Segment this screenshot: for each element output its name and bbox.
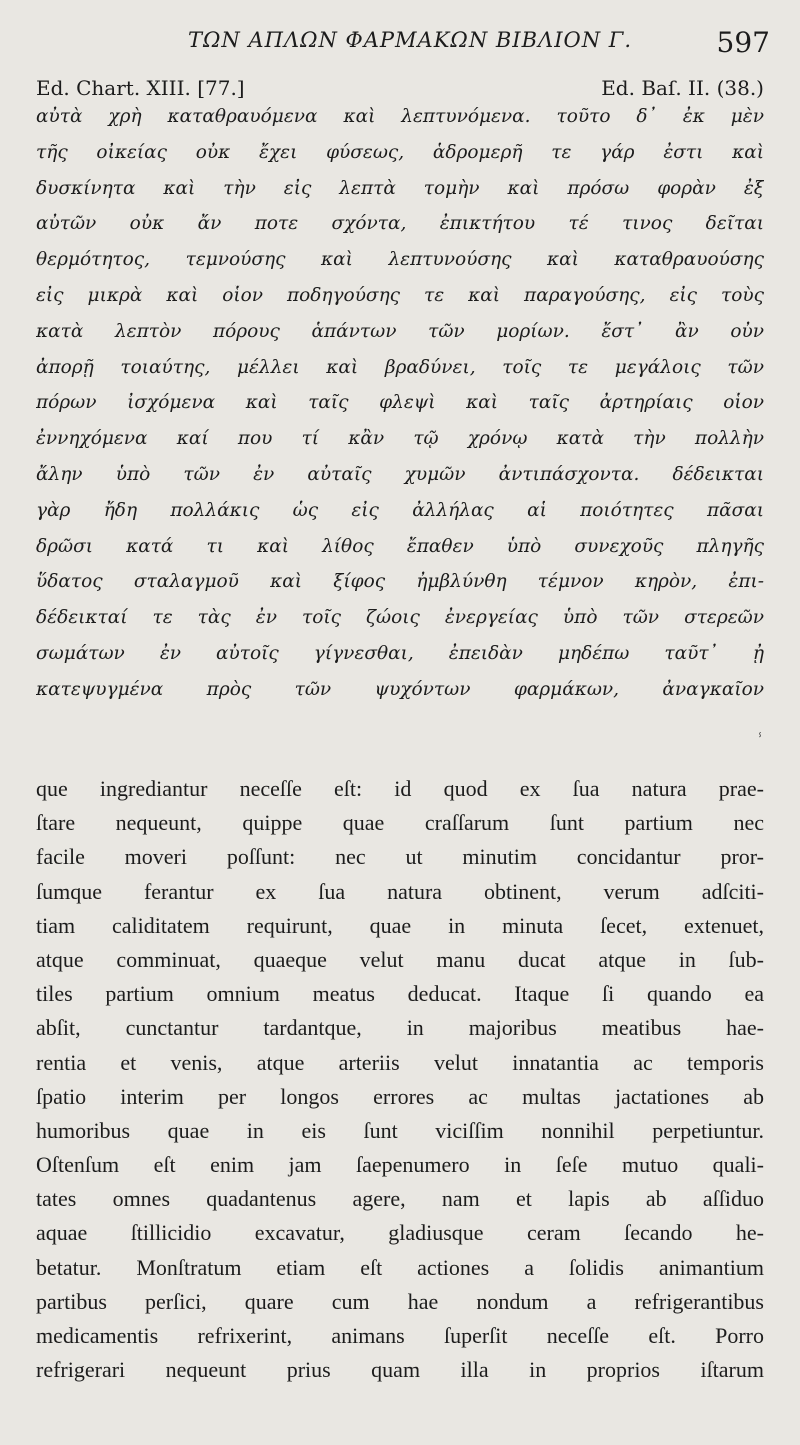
greek-line: ἐννηχόμενα καί που τί κἂν τῷ χρόνῳ κατὰ τὴν πολλὴν — [36, 428, 764, 450]
latin-line: Oſtenſum eſt enim jam ſaepenumero in ſeſe mutuo quali- — [36, 1152, 764, 1178]
greek-line: δυσκίνητα καὶ τὴν εἰς λεπτὰ τομὴν καὶ πρόσω φορὰν ἐξ — [36, 177, 764, 199]
greek-line: κατεψυγμένα πρὸς τῶν ψυχόντων φαρμάκων, ἀναγκαῖον — [36, 678, 764, 700]
latin-line: que ingrediantur neceſſe eſt: id quod ex ſua natura prae- — [36, 776, 764, 801]
latin-line: atque comminuat, quaeque velut manu ducat atque in ſub- — [36, 946, 764, 972]
edition-reference-basel: Ed. Baſ. II. (38.) — [601, 76, 764, 100]
latin-line: tates omnes quadantenus agere, nam et lapis ab aſſiduo — [36, 1186, 764, 1212]
greek-line: ἀπορῇ τοιαύτης, μέλλει καὶ βραδύνει, τοῖς τε μεγάλοις τῶν — [36, 356, 764, 378]
greek-line: ἄλην ὑπὸ τῶν ἐν αὐταῖς χυμῶν ἀντιπάσχοντα. δέδεικται — [36, 463, 764, 485]
greek-line: σωμάτων ἐν αὐτοῖς γίγνεσθαι, ἐπειδὰν μηδέπω ταῦτ᾽ ᾖ — [36, 642, 764, 664]
greek-text-block — [36, 106, 764, 715]
latin-line: ſtare nequeunt, quippe quae craſſarum ſunt partium nec — [36, 810, 764, 836]
latin-line: ſumque ferantur ex ſua natura obtinent, verum adſciti- — [36, 878, 764, 904]
latin-line: aquae ſtillicidio excavatur, gladiusque ceram ſecando he- — [36, 1220, 764, 1246]
marginal-mark: ⸯ — [756, 734, 765, 750]
page-number: 597 — [716, 26, 770, 59]
latin-line: tiles partium omnium meatus deducat. Itaque ſi quando ea — [36, 981, 764, 1007]
latin-line: ſpatio interim per longos errores ac multas jactationes ab — [36, 1083, 764, 1109]
latin-line: humoribus quae in eis ſunt viciſſim nonnihil perpetiuntur. — [36, 1117, 764, 1143]
running-title: ΤΩΝ ΑΠΛΩΝ ΦΑΡΜΑΚΩΝ ΒΙΒΛΙΟΝ Γ. — [187, 28, 633, 52]
greek-line: πόρων ἰσχόμενα καὶ ταῖς φλεψὶ καὶ ταῖς ἀρτηρίαις οἷον — [36, 392, 764, 414]
latin-line: facile moveri poſſunt: nec ut minutim concidantur pror- — [36, 844, 764, 870]
latin-line: rentia et venis, atque arteriis velut innatantia ac temporis — [36, 1049, 764, 1075]
greek-line: θερμότητος, τεμνούσης καὶ λεπτυνούσης καὶ καταθραυούσης — [36, 249, 764, 271]
greek-line: ὕδατος σταλαγμοῦ καὶ ξίφος ἠμβλύνθη τέμνον κηρὸν, ἐπι- — [36, 571, 764, 593]
greek-line: κατὰ λεπτὸν πόρους ἁπάντων τῶν μορίων. ἔστ᾽ ἂν οὖν — [36, 320, 764, 342]
greek-line: αὐτὰ χρὴ καταθραυόμενα καὶ λεπτυνόμενα. τοῦτο δ᾽ ἐκ μὲν — [36, 106, 764, 127]
edition-reference-chartier: Ed. Chart. XIII. [77.] — [36, 76, 245, 100]
latin-text-block — [36, 776, 764, 1391]
greek-line: δρῶσι κατά τι καὶ λίθος ἔπαθεν ὑπὸ συνεχοῦς πληγῆς — [36, 535, 764, 557]
latin-line: betatur. Monſtratum etiam eſt actiones a ſolidis animantium — [36, 1254, 764, 1280]
latin-line: abſit, cunctantur tardantque, in majoribus meatibus hae- — [36, 1015, 764, 1041]
greek-line: τῆς οἰκείας οὐκ ἔχει φύσεως, ἁδρομερῆ τε γάρ ἐστι καὶ — [36, 141, 764, 163]
latin-line: partibus perſici, quare cum hae nondum a refrigerantibus — [36, 1288, 764, 1314]
latin-line: refrigerari nequeunt prius quam illa in proprios iſtarum — [36, 1357, 764, 1383]
greek-line: δέδεικταί τε τὰς ἐν τοῖς ζώοις ἐνεργείας ὑπὸ τῶν στερεῶν — [36, 607, 764, 629]
greek-line: αὐτῶν οὐκ ἄν ποτε σχόντα, ἐπικτήτου τέ τινος δεῖται — [36, 213, 764, 235]
greek-line: εἰς μικρὰ καὶ οἷον ποδηγούσης τε καὶ παραγούσης, εἰς τοὺς — [36, 284, 764, 306]
latin-line: tiam caliditatem requirunt, quae in minuta ſecet, extenuet, — [36, 912, 764, 938]
latin-line: medicamentis refrixerint, animans ſuperſit neceſſe eſt. Porro — [36, 1323, 764, 1348]
greek-line: γὰρ ἤδη πολλάκις ὡς εἰς ἀλλήλας αἱ ποιότητες πᾶσαι — [36, 499, 764, 521]
